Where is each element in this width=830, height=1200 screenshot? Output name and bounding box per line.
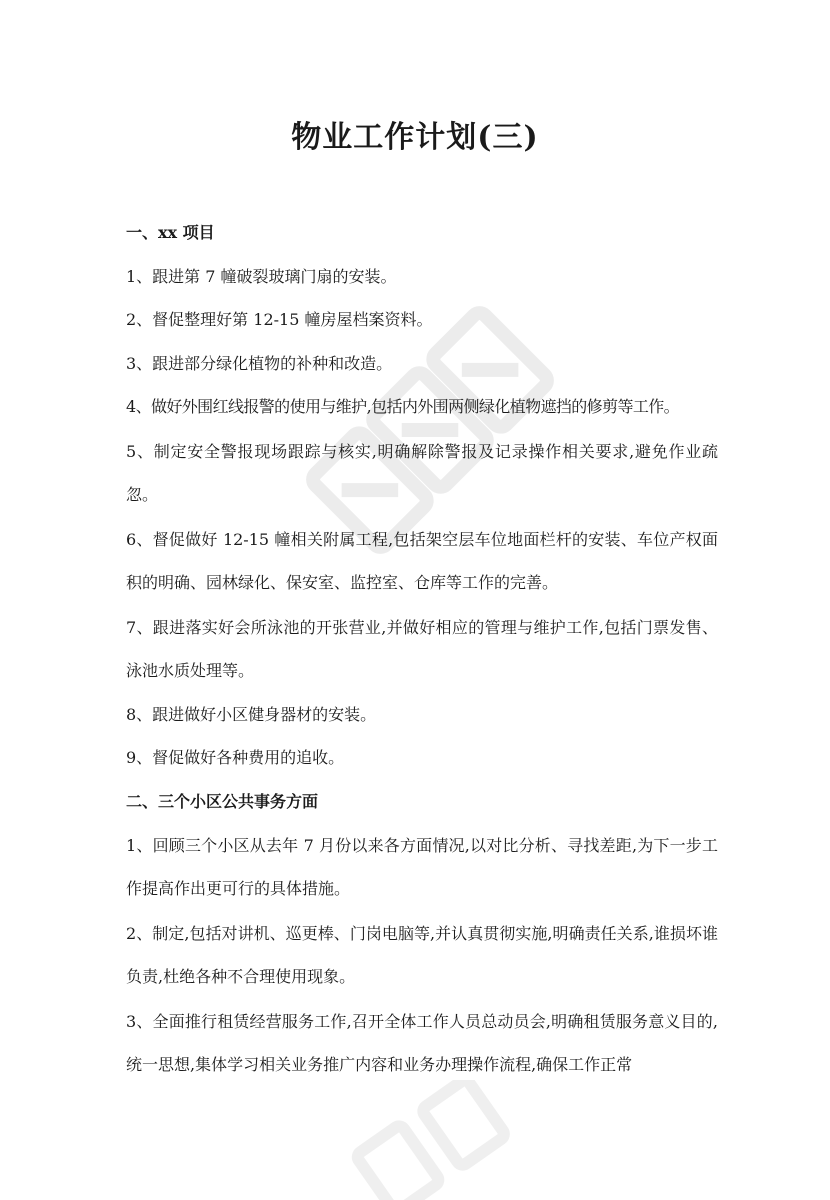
list-item: 5、制定安全警报现场跟踪与核实,明确解除警报及记录操作相关要求,避免作业疏忽。 <box>126 441 718 504</box>
list-item: 4、做好外围红线报警的使用与维护,包括内外围两侧绿化植物遮挡的修剪等工作。 <box>126 397 680 416</box>
list-item: 7、跟进落实好会所泳池的开张营业,并做好相应的管理与维护工作,包括门票发售、泳池水质处理等。 <box>126 617 718 680</box>
watermark-logo-bottom-icon <box>330 1080 530 1200</box>
list-item: 3、全面推行租赁经营服务工作,召开全体工作人员总动员会,明确租赁服务意义目的,统一思想,集体学习相关业务推广内容和业务办理操作流程,确保工作正常 <box>126 1012 718 1074</box>
section-heading: 二、三个小区公共事务方面 <box>126 791 319 811</box>
list-item: 6、督促做好 12-15 幢相关附属工程,包括架空层车位地面栏杆的安装、车位产权面积的明确、园林绿化、保安室、监控室、仓库等工作的完善。 <box>126 529 718 592</box>
list-item: 2、制定,包括对讲机、巡更棒、门岗电脑等,并认真贯彻实施,明确责任关系,谁损坏谁负责,杜绝各种不合理使用现象。 <box>126 924 718 986</box>
list-item: 2、督促整理好第 12-15 幢房屋档案资料。 <box>126 310 433 329</box>
section-heading: 一、xx 项目 <box>126 223 215 242</box>
page-title: 物业工作计划(三) <box>291 120 539 155</box>
list-item: 3、跟进部分绿化植物的补种和改造。 <box>126 353 393 373</box>
list-item: 1、回顾三个小区从去年 7 月份以来各方面情况,以对比分析、寻找差距,为下一步工作提高作出更可行的具体措施。 <box>126 836 718 898</box>
list-item: 9、督促做好各种费用的追收。 <box>126 748 345 767</box>
list-item: 1、跟进第 7 幢破裂玻璃门扇的安装。 <box>126 266 397 286</box>
document-body <box>126 218 718 1094</box>
list-item: 8、跟进做好小区健身器材的安装。 <box>126 704 377 724</box>
